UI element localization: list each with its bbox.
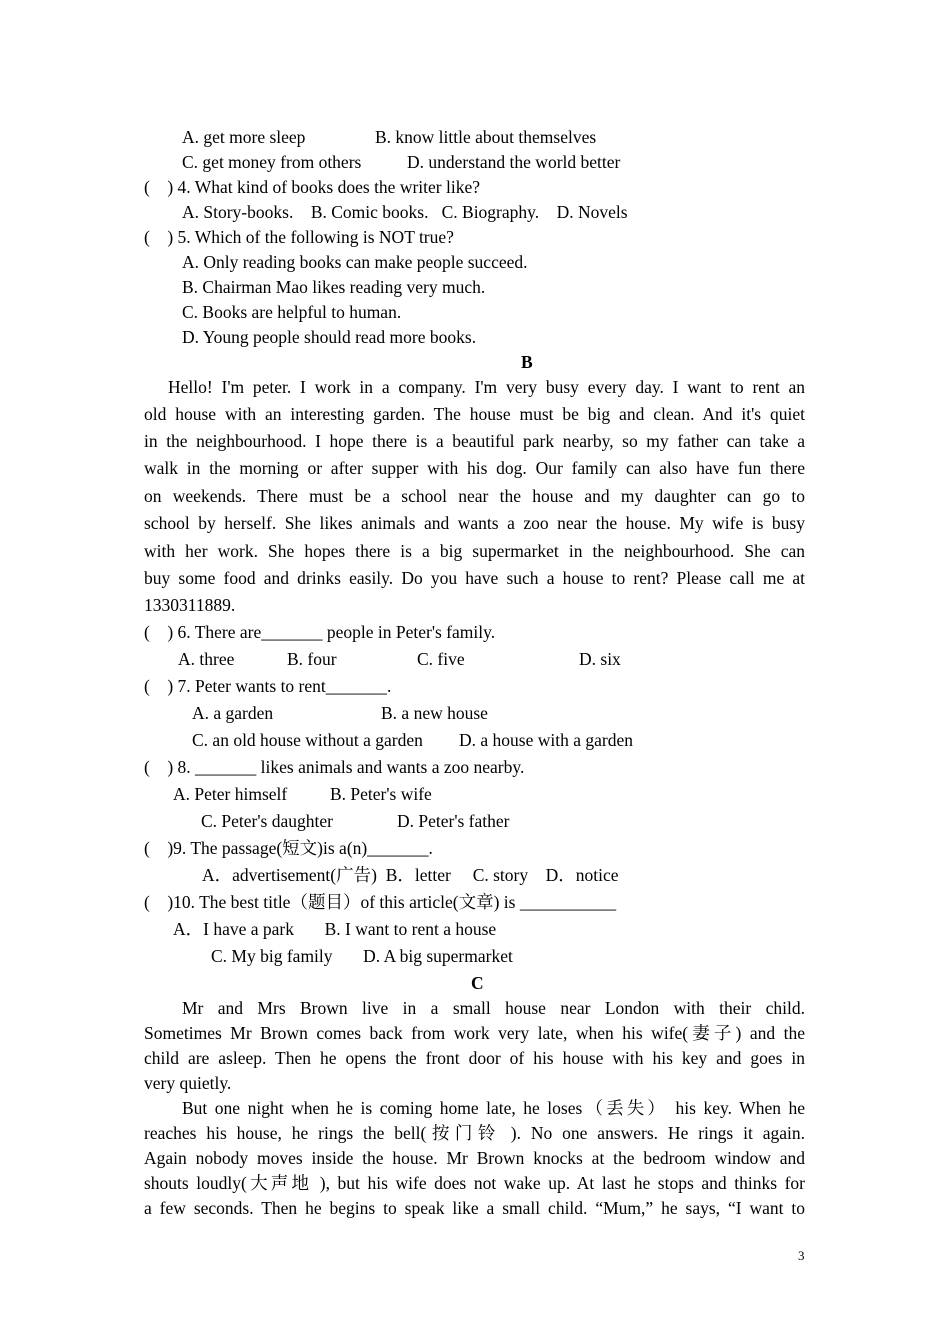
- q8-option-c: C. Peter's daughter: [201, 811, 333, 831]
- q3-option-a: A. get more sleep: [182, 127, 306, 147]
- question-7: ( ) 7. Peter wants to rent_______.: [144, 676, 392, 696]
- q8-option-a: A. Peter himself: [173, 784, 288, 804]
- q9-options: A．advertisement(广告) B．letter C. story D．notice: [202, 865, 619, 885]
- q3-option-b: B. know little about themselves: [375, 127, 597, 147]
- question-10: ( )10. The best title（题目）of this article(文章) is ___________: [144, 892, 617, 912]
- question-8: ( ) 8. _______ likes animals and wants a zoo nearby.: [144, 757, 525, 777]
- passage-c-line: Again nobody moves inside the house. Mr Brown knocks at the bedroom window and: [144, 1148, 805, 1168]
- q10-options-cd: C. My big family D. A big supermarket: [211, 946, 513, 966]
- passage-b-line: Hello! I'm peter. I work in a company. I'm very busy every day. I want to rent an: [168, 377, 805, 397]
- q7-option-c: C. an old house without a garden: [192, 730, 423, 750]
- question-4: ( ) 4. What kind of books does the writer like?: [144, 177, 480, 197]
- passage-c-line: Mr and Mrs Brown live in a small house near London with their child.: [182, 998, 805, 1018]
- page-number: 3: [798, 1248, 805, 1263]
- passage-c-line: shouts loudly(大声地 ), but his wife does not wake up. At last he stops and thinks for: [144, 1173, 805, 1193]
- q7-option-d: D. a house with a garden: [459, 730, 633, 750]
- passage-b-line: in the neighbourhood. I hope there is a beautiful park nearby, so my father can take a: [144, 431, 805, 451]
- q6-option-a: A. three: [178, 649, 235, 669]
- q5-option-c: C. Books are helpful to human.: [182, 302, 402, 322]
- q6-option-b: B. four: [287, 649, 337, 669]
- q6-option-d: D. six: [579, 649, 621, 669]
- passage-b-line: 1330311889.: [144, 595, 236, 615]
- q7-option-a: A. a garden: [192, 703, 274, 723]
- passage-c-line: very quietly.: [144, 1073, 232, 1093]
- passage-b-line: walk in the morning or after supper with his dog. Our family can also have fun there: [144, 458, 805, 478]
- passage-c-line: reaches his house, he rings the bell(按门铃 ). No one answers. He rings it again.: [144, 1123, 805, 1143]
- passage-b-line: old house with an interesting garden. The house must be big and clean. And it's quiet: [144, 404, 805, 424]
- passage-c-line: child are asleep. Then he opens the front door of his house with his key and goes in: [144, 1048, 805, 1068]
- question-9: ( )9. The passage(短文)is a(n)_______.: [144, 838, 433, 858]
- q3-option-d: D. understand the world better: [407, 152, 621, 172]
- q10-options-ab: A．I have a park B. I want to rent a house: [173, 919, 497, 939]
- section-c-heading: C: [471, 973, 484, 993]
- passage-c-line: a few seconds. Then he begins to speak like a small child. “Mum,” he says, “I want to: [144, 1198, 805, 1218]
- q6-option-c: C. five: [417, 649, 465, 669]
- q5-option-b: B. Chairman Mao likes reading very much.: [182, 277, 486, 297]
- section-b-heading: B: [521, 352, 533, 372]
- passage-b-line: with her work. She hopes there is a big supermarket in the neighbourhood. She can: [144, 541, 805, 561]
- passage-c-line: But one night when he is coming home late, he loses（丢失） his key. When he: [182, 1098, 805, 1118]
- q4-options: A. Story-books. B. Comic books. C. Biography. D. Novels: [182, 202, 628, 222]
- q3-option-c: C. get money from others: [182, 152, 362, 172]
- q8-option-d: D. Peter's father: [397, 811, 510, 831]
- passage-c-line: Sometimes Mr Brown comes back from work very late, when his wife(妻子) and the: [144, 1023, 805, 1043]
- question-6: ( ) 6. There are_______ people in Peter's family.: [144, 622, 496, 642]
- passage-b-line: on weekends. There must be a school near the house and my daughter can go to: [144, 486, 805, 506]
- q8-option-b: B. Peter's wife: [330, 784, 432, 804]
- q5-option-d: D. Young people should read more books.: [182, 327, 477, 347]
- passage-b-line: buy some food and drinks easily. Do you have such a house to rent? Please call me at: [144, 568, 805, 588]
- q7-option-b: B. a new house: [381, 703, 488, 723]
- q5-option-a: A. Only reading books can make people succeed.: [182, 252, 528, 272]
- passage-b-line: school by herself. She likes animals and wants a zoo near the house. My wife is busy: [144, 513, 805, 533]
- question-5: ( ) 5. Which of the following is NOT true?: [144, 227, 454, 247]
